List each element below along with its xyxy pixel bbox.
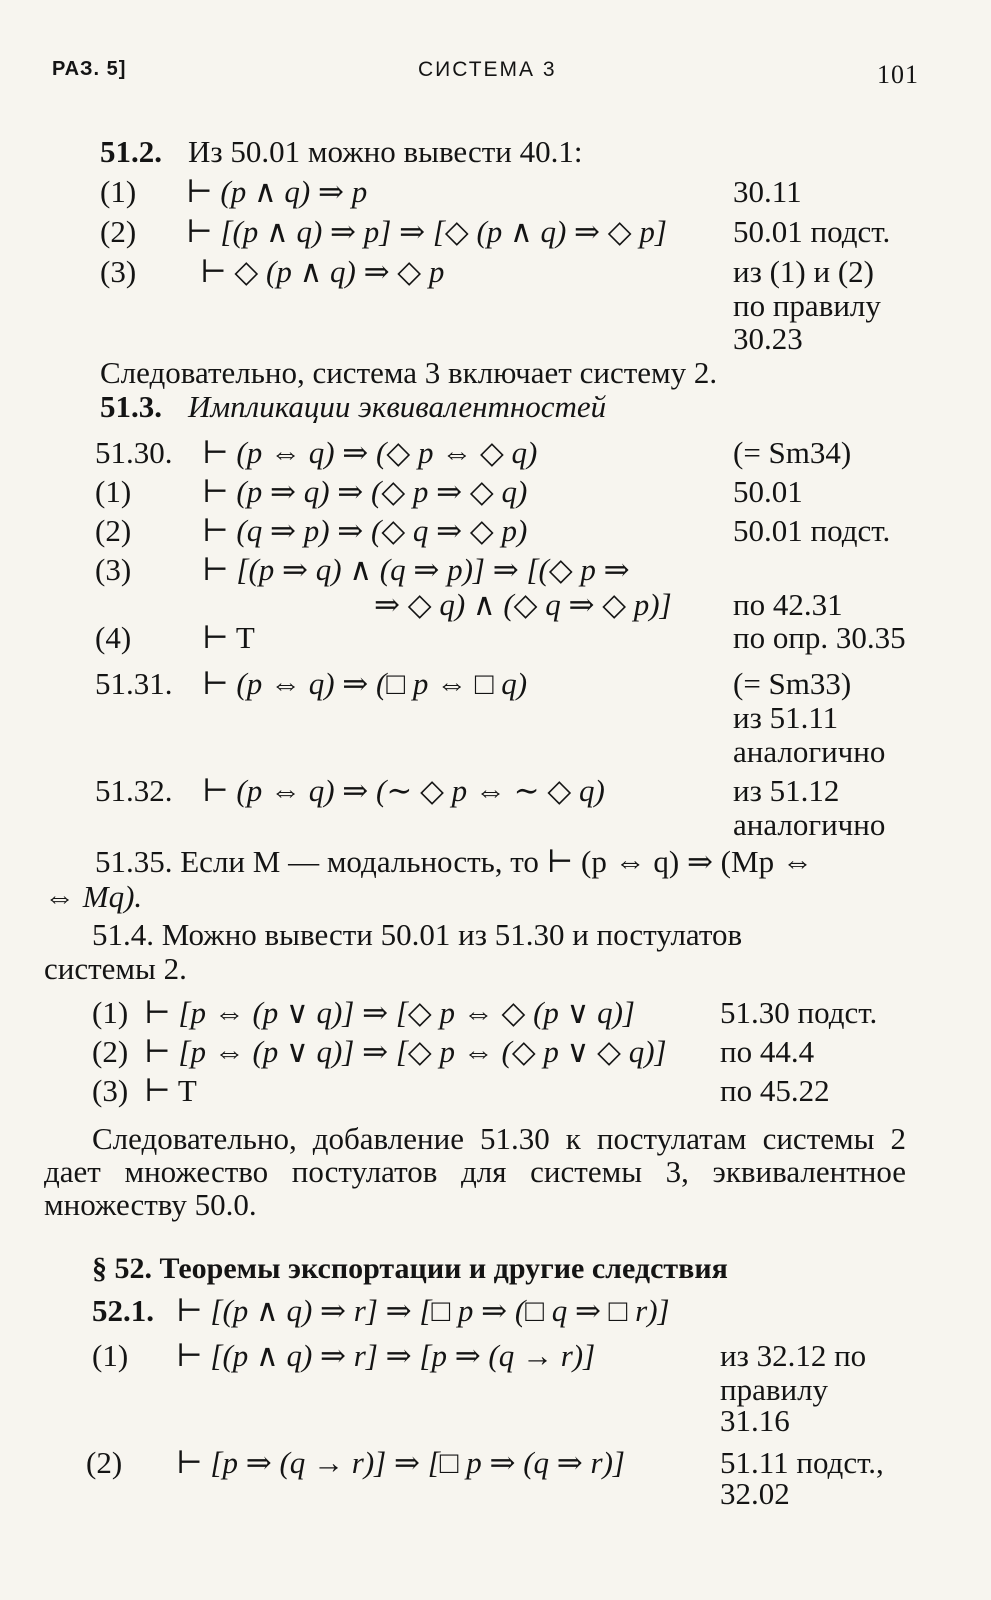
s52-step1-ref-line3: 31.16 (720, 1403, 790, 1438)
s512-step1-num: (1) (100, 174, 137, 209)
s513-step4-ref: по опр. 30.35 (733, 620, 906, 655)
t521-number: 52.1. (92, 1293, 154, 1328)
s512-conclusion: Следовательно, система 3 включает систему 2. (100, 355, 718, 390)
s512-step2-ref: 50.01 подст. (733, 214, 891, 249)
t5131-ref-line3: аналогично (733, 734, 886, 769)
s52-step1-ref: из 32.12 по (720, 1338, 867, 1373)
s514-step3-formula: ⊢ T (144, 1073, 197, 1108)
s513-step1-formula: ⊢ (p ⇒ q) ⇒ (◇ p ⇒ ◇ q) (202, 474, 528, 509)
s514-intro-line2: системы 2. (44, 951, 187, 986)
t5135-line2: ⇔ Mq). (44, 879, 143, 914)
s514-step2-num: (2) (92, 1034, 129, 1069)
s512-step3-ref-line2: по правилу (733, 288, 881, 323)
s512-step3-ref-line3: 30.23 (733, 321, 803, 356)
s514-step2-formula: ⊢ [p ⇔ (p ∨ q)] ⇒ [◇ p ⇔ (◇ p ∨ ◇ q)] (144, 1034, 667, 1069)
s52-step2-num: (2) (86, 1445, 123, 1480)
s512-step1-formula: ⊢ (p ∧ q) ⇒ p (186, 174, 368, 209)
running-head-section: РАЗ. 5] (52, 58, 127, 80)
t5135-line1: 51.35. Если M — модальность, то ⊢ (p ⇔ q) ⇒ (Mp ⇔ (95, 844, 813, 879)
s514-step1-ref: 51.30 подст. (720, 995, 878, 1030)
s514-step3-ref: по 45.22 (720, 1073, 830, 1108)
s513-step2-ref: 50.01 подст. (733, 513, 891, 548)
t5131-ref-line2: из 51.11 (733, 700, 839, 735)
s513-step4-num: (4) (95, 620, 132, 655)
s52-step1-num: (1) (92, 1338, 129, 1373)
s52-step1-formula: ⊢ [(p ∧ q) ⇒ r] ⇒ [p ⇒ (q → r)] (176, 1338, 596, 1373)
s52-heading: § 52. Теоремы экспортации и другие следствия (92, 1252, 728, 1285)
s513-number: 51.3. (100, 389, 162, 424)
s513-step3-num: (3) (95, 552, 132, 587)
s514-step1-num: (1) (92, 995, 129, 1030)
s512-step3-formula: ⊢ ◇ (p ∧ q) ⇒ ◇ p (200, 254, 445, 289)
s513-step2-num: (2) (95, 513, 132, 548)
page-number: 101 (877, 60, 919, 89)
t5132-ref: из 51.12 (733, 773, 840, 808)
s513-step1-ref: 50.01 (733, 474, 803, 509)
s52-step2-formula: ⊢ [p ⇒ (q → r)] ⇒ [□ p ⇒ (q ⇒ r)] (176, 1445, 625, 1480)
s513-step4-formula: ⊢ T (202, 620, 255, 655)
s514-step1-formula: ⊢ [p ⇔ (p ∨ q)] ⇒ [◇ p ⇔ ◇ (p ∨ q)] (144, 995, 635, 1030)
s512-step3-num: (3) (100, 254, 137, 289)
s514-conclusion: Следовательно, добавление 51.30 к постулатам системы 2 дает множество постулатов для системы 3, эквивалентное множеству 50.0. (44, 1121, 906, 1222)
s512-intro: Из 50.01 можно вывести 40.1: (188, 134, 583, 169)
t5130-number: 51.30. (95, 435, 173, 470)
s513-step2-formula: ⊢ (q ⇒ p) ⇒ (◇ q ⇒ ◇ p) (202, 513, 528, 548)
s512-step2-formula: ⊢ [(p ∧ q) ⇒ p] ⇒ [◇ (p ∧ q) ⇒ ◇ p] (186, 214, 667, 249)
t5132-formula: ⊢ (p ⇔ q) ⇒ (∼ ◇ p ⇔ ∼ ◇ q) (202, 773, 605, 808)
s513-step3-formula: ⊢ [(p ⇒ q) ∧ (q ⇒ p)] ⇒ [(◇ p ⇒ (202, 552, 630, 587)
s512-number: 51.2. (100, 134, 162, 169)
s513-step3-formula-cont: ⇒ ◇ q) ∧ (◇ q ⇒ ◇ p)] (374, 587, 672, 622)
t5131-ref: (= Sm33) (733, 666, 852, 701)
s513-title: Импликации эквивалентностей (188, 389, 607, 424)
s52-step1-ref-line2: правилу (720, 1372, 829, 1407)
s513-step1-num: (1) (95, 474, 132, 509)
s514-step3-num: (3) (92, 1073, 129, 1108)
s512-step3-ref: из (1) и (2) (733, 254, 874, 289)
s513-step3-ref: по 42.31 (733, 587, 843, 622)
s514-intro-line1: 51.4. Можно вывести 50.01 из 51.30 и постулатов (92, 917, 743, 952)
t521-formula: ⊢ [(p ∧ q) ⇒ r] ⇒ [□ p ⇒ (□ q ⇒ □ r)] (176, 1293, 670, 1328)
running-head-title: СИСТЕМА 3 (418, 58, 557, 81)
t5132-ref-line2: аналогично (733, 807, 886, 842)
s512-step2-num: (2) (100, 214, 137, 249)
t5132-number: 51.32. (95, 773, 173, 808)
t5131-formula: ⊢ (p ⇔ q) ⇒ (□ p ⇔ □ q) (202, 666, 528, 701)
s514-step2-ref: по 44.4 (720, 1034, 815, 1069)
t5130-formula: ⊢ (p ⇔ q) ⇒ (◇ p ⇔ ◇ q) (202, 435, 538, 470)
s52-step2-ref: 51.11 подст., (720, 1445, 884, 1480)
s512-step1-ref: 30.11 (733, 174, 802, 209)
t5131-number: 51.31. (95, 666, 173, 701)
s52-step2-ref-line2: 32.02 (720, 1476, 790, 1511)
t5130-ref: (= Sm34) (733, 435, 852, 470)
